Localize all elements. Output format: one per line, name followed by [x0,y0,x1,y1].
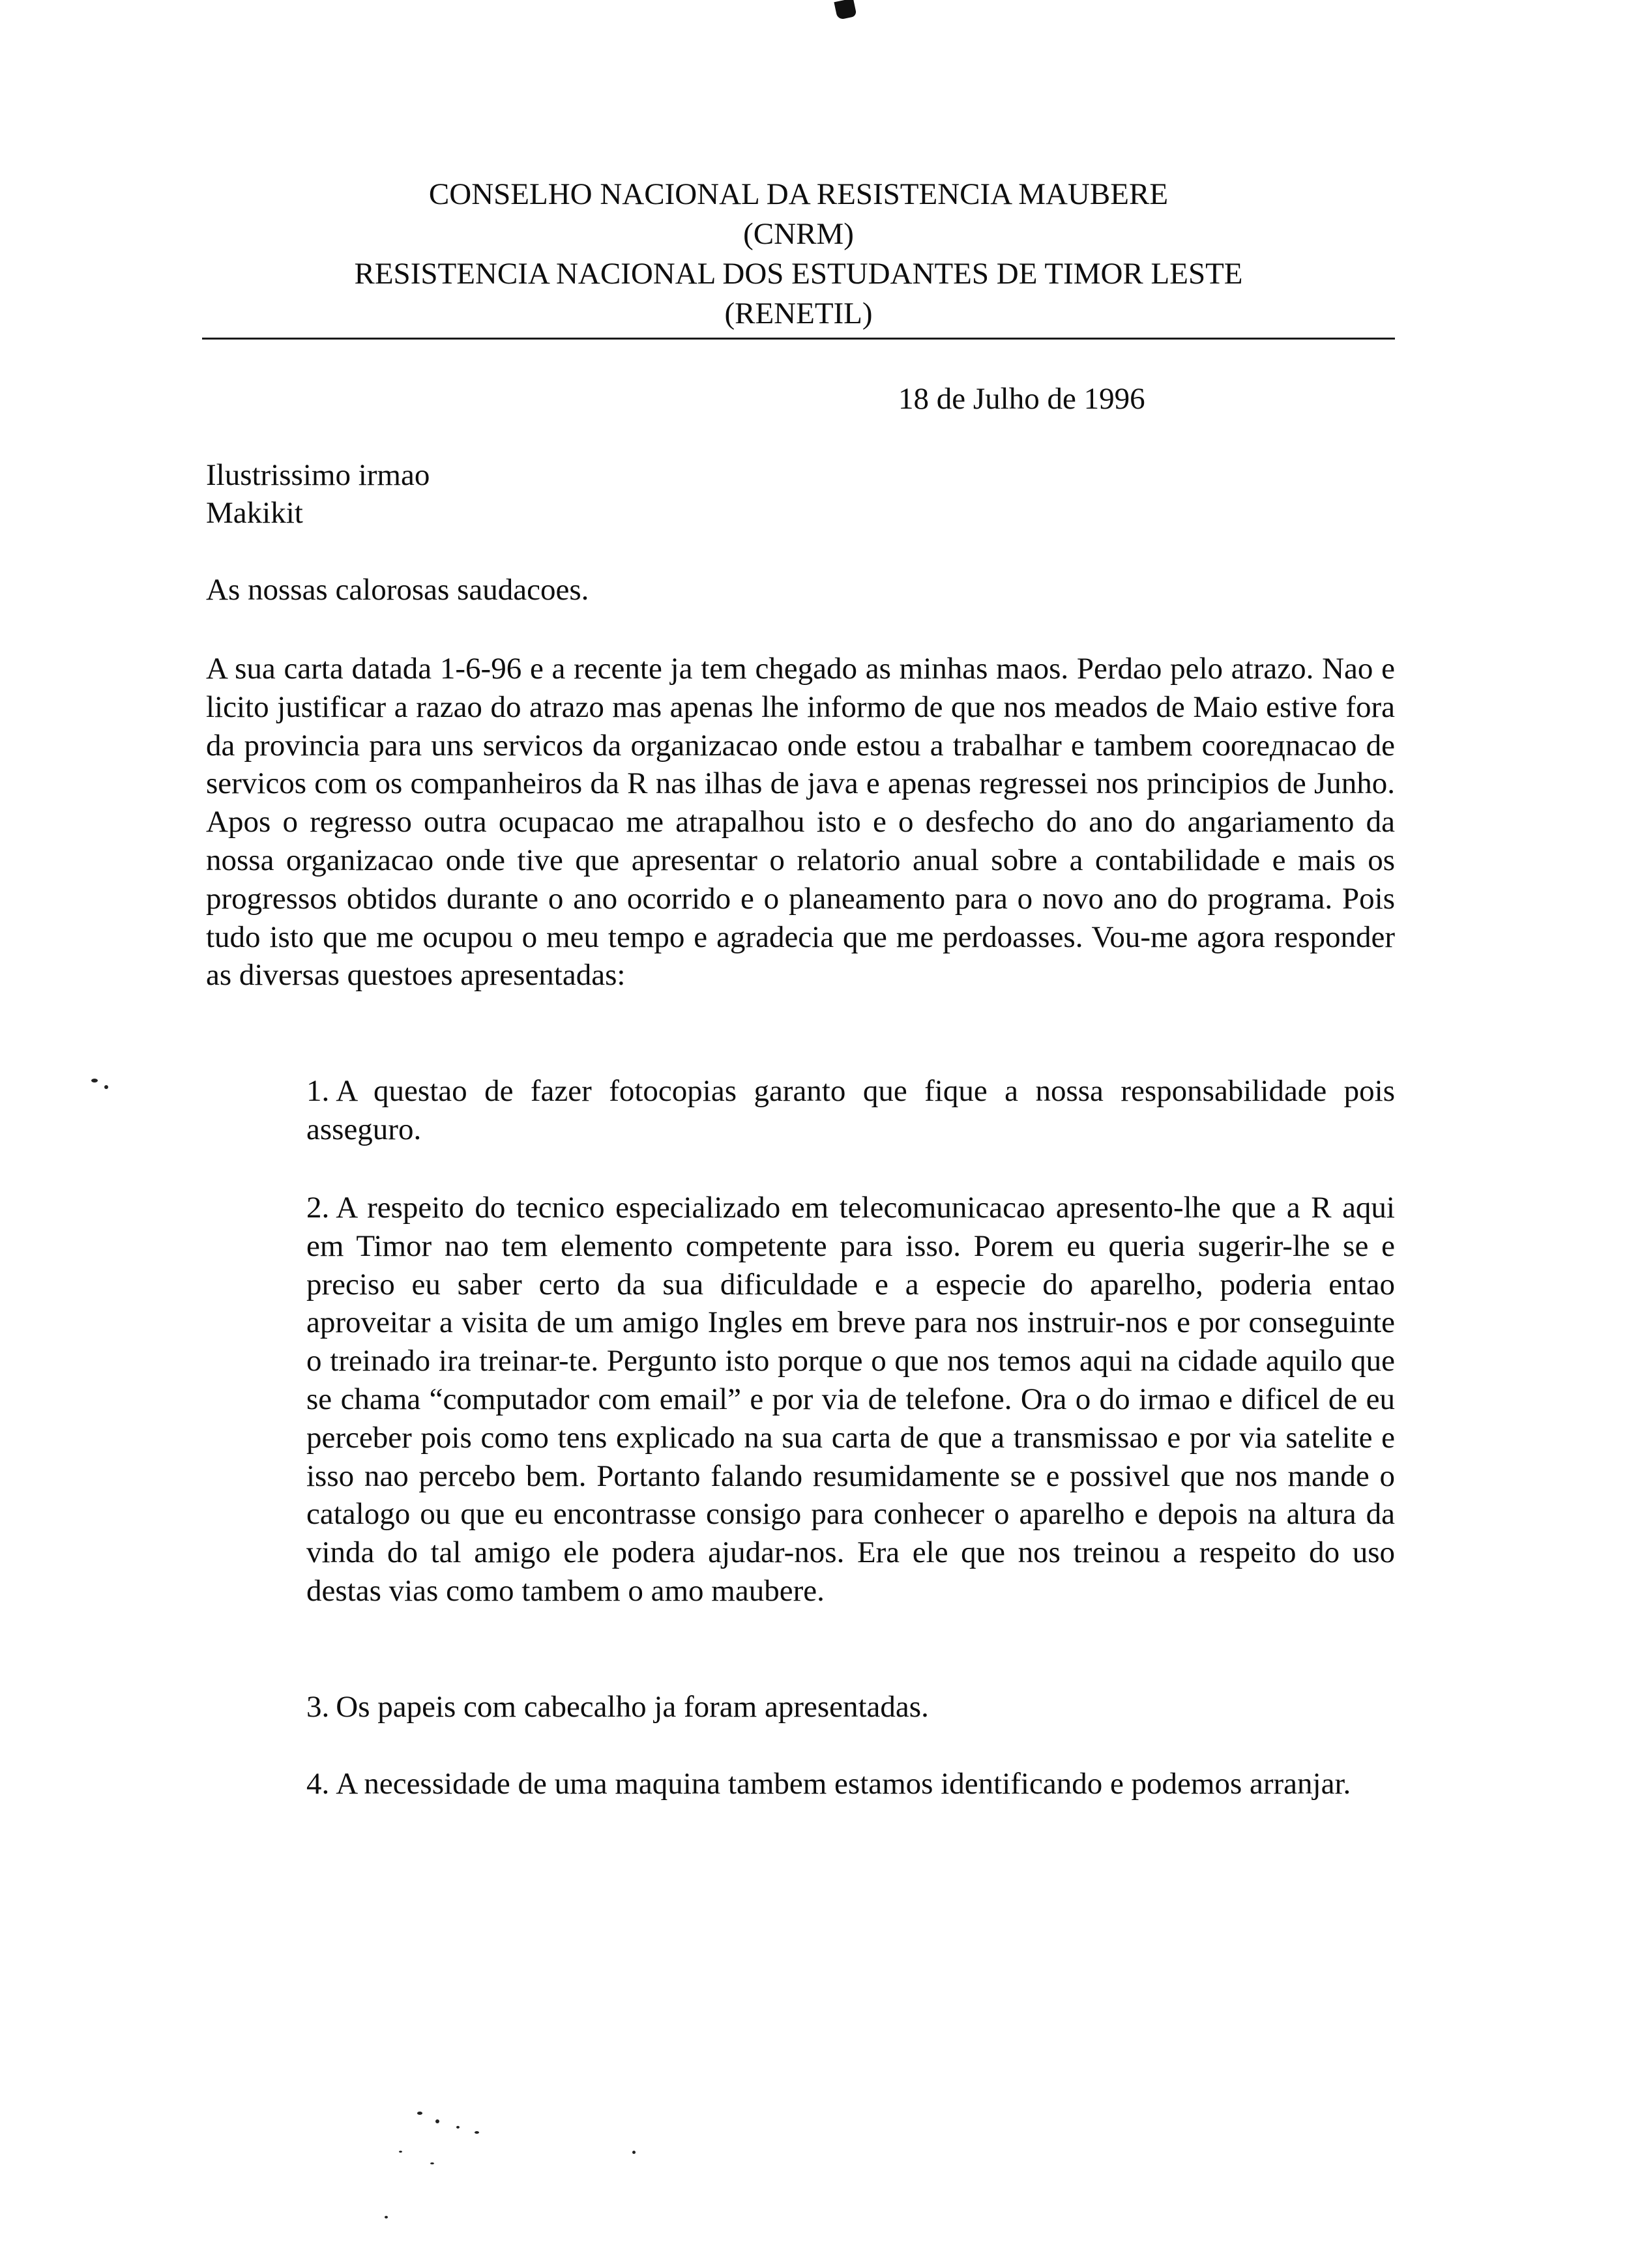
item-number: 4. [306,1767,330,1801]
item-text: Os papeis com cabecalho ja foram apresentadas. [336,1690,929,1724]
letterhead-organization: CONSELHO NACIONAL DA RESISTENCIA MAUBERE [428,177,1169,211]
letterhead-student-organization-acronym: (RENETIL) [724,297,873,330]
letterhead [202,175,1395,334]
numbered-item [306,1765,1395,1803]
scan-speck [91,1079,98,1083]
numbered-item [306,1072,1395,1149]
scan-speck [475,2131,479,2134]
recipient-title: Ilustrissimo irmao [206,458,430,492]
staple-mark [834,0,857,20]
item-number: 1. [306,1074,330,1108]
scan-speck [430,2162,434,2164]
scan-speck [385,2216,388,2218]
scan-speck [104,1085,108,1089]
recipient-block [206,456,430,532]
numbered-item [306,1688,1395,1726]
greeting: As nossas calorosas saudacoes. [206,573,589,607]
recipient-name: Makikit [206,496,303,530]
numbered-item [306,1189,1395,1610]
letterhead-divider [202,338,1395,340]
item-number: 3. [306,1690,330,1724]
letterhead-organization-acronym: (CNRM) [743,217,854,251]
item-text: A respeito do tecnico especializado em telecomunicacao apresento-lhe que a R aqui em Timor nao tem elemento competente para isso. Porem eu queria sugerir-lhe se e preciso eu saber certo da sua dificuldade e a especie do aparelho, poderia entao aproveitar a visita de um amigo Ingles em breve para nos instruir-nos e por conseguinte o treinado ira treinar-te. Pergunto isto porque o que nos temos aqui na cidade aquilo que se chama “computador com email” e por via de telefone. Ora o do irmao e dificel de eu perceber pois como tens explicado na sua carta de que a transmissao e por via satelite e isso nao percebo bem. Portanto falando resumidamente se e possivel que nos mande o catalogo ou que eu encontrasse consigo para conhecer o aparelho e depois na altura da vinda do tal amigo ele podera ajudar-nos. Era ele que nos treinou a respeito do uso destas vias como tambem o amo maubere. [306,1191,1395,1608]
item-number: 2. [306,1191,330,1225]
letter-date: 18 de Julho de 1996 [898,382,1145,416]
scan-speck [456,2126,460,2129]
item-text: A necessidade de uma maquina tambem estamos identificando e podemos arranjar. [336,1767,1351,1801]
letterhead-student-organization: RESISTENCIA NACIONAL DOS ESTUDANTES DE TIMOR LESTE [354,257,1243,291]
scan-speck [632,2151,636,2154]
intro-paragraph: A sua carta datada 1-6-96 e a recente ja tem chegado as minhas maos. Perdao pelo atrazo. Nao e licito justificar a razao do atrazo mas apenas lhe informo de que nos meados de Maio estive fora da provincia para uns servicos da organizacao onde estou a trabalhar e tambem cooreдnacao de servicos com os companheiros da R nas ilhas de java e apenas regressei nos principios de Junho. Apos o regresso outra ocupacao me atrapalhou isto e o desfecho do ano do angariamento da nossa organizacao onde tive que apresentar o relatorio anual sobre a contabilidade e mais os progressos obtidos durante o ano ocorrido e o planeamento para o novo ano do programa. Pois tudo isto que me ocupou o meu tempo e agradecia que me perdoasses. Vou-me agora responder as diversas questoes apresentadas: [206,652,1395,993]
scan-speck [417,2112,422,2115]
scan-speck [435,2119,439,2123]
item-text: A questao de fazer fotocopias garanto que fique a nossa responsabilidade pois asseguro. [306,1074,1395,1146]
scan-speck [399,2151,402,2153]
